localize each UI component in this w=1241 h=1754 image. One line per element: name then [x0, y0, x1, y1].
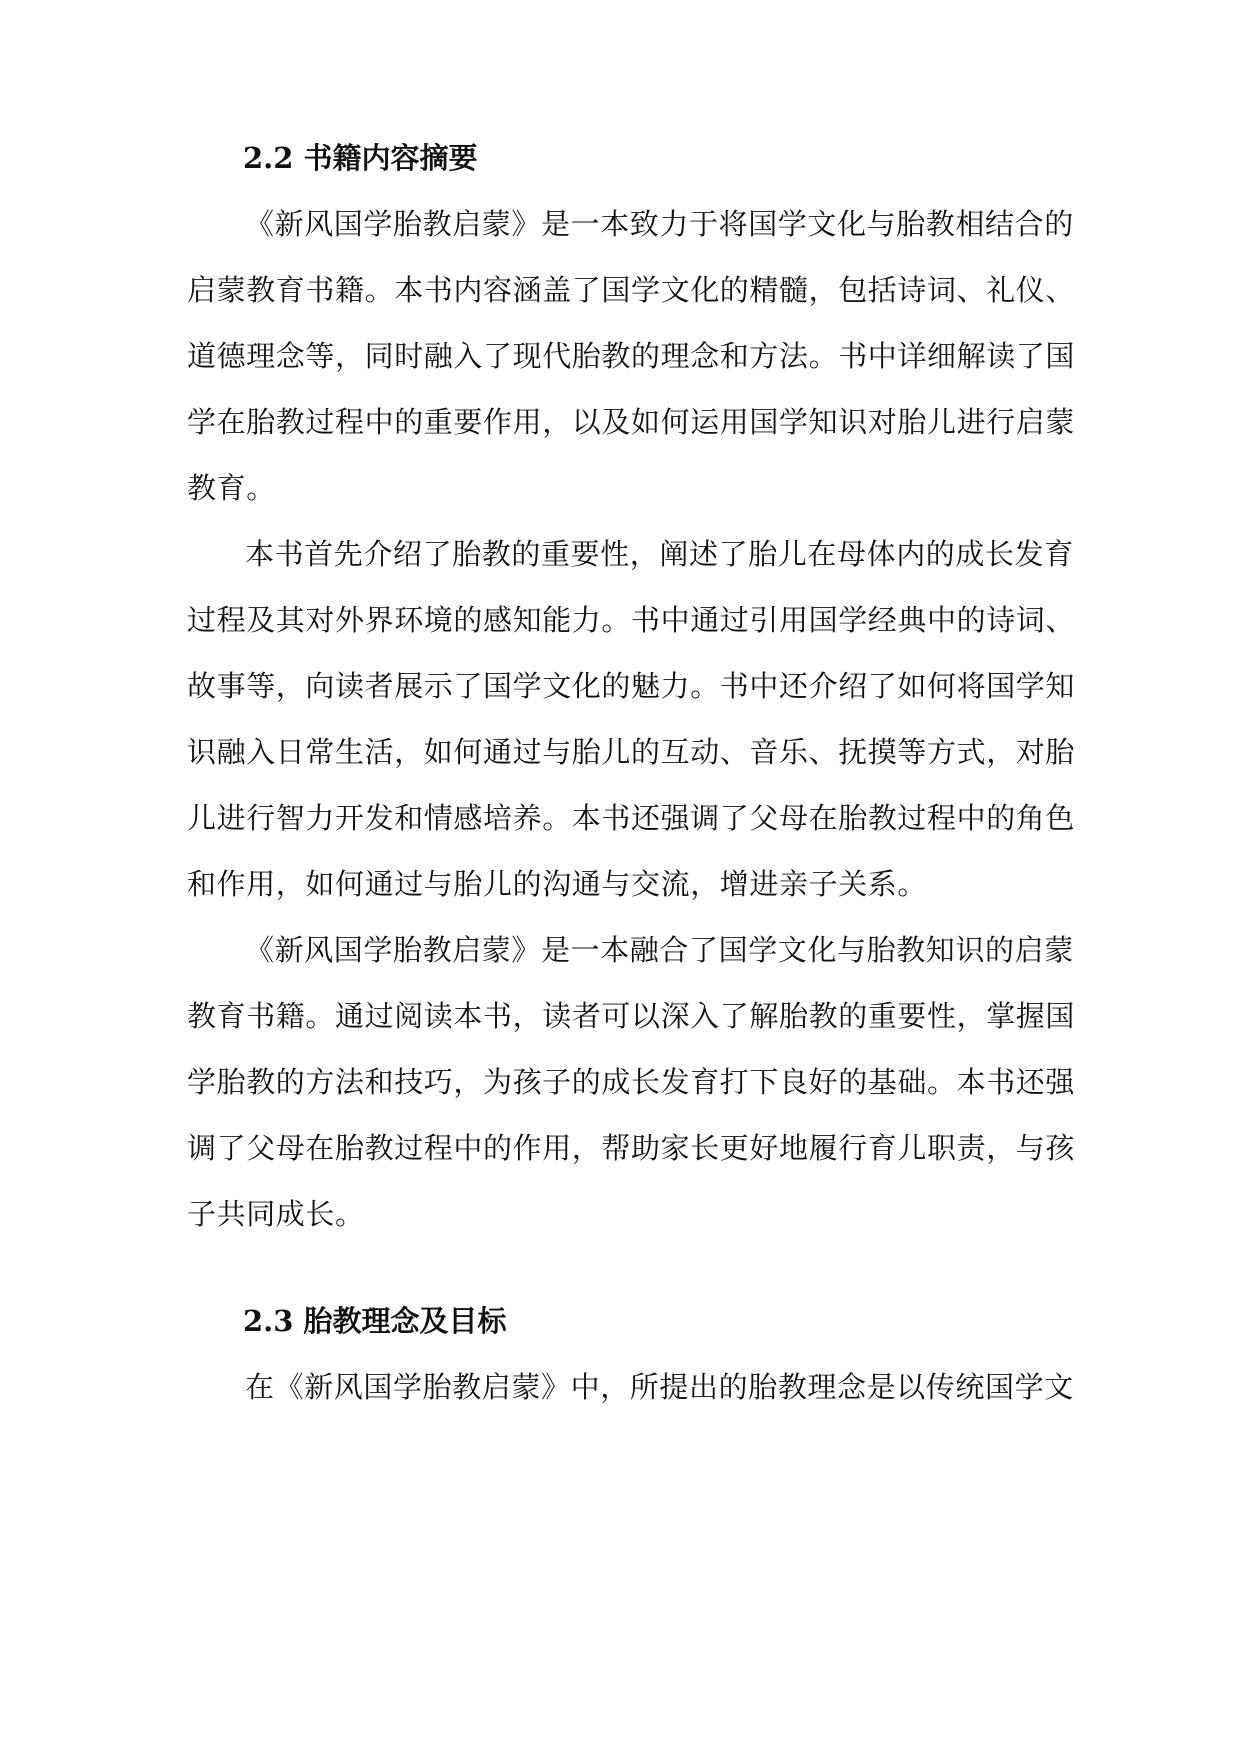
paragraph-line: 学胎教的方法和技巧，为孩子的成长发育打下良好的基础。本书还强 [187, 1065, 1076, 1099]
paragraph-line: 本书首先介绍了胎教的重要性，阐述了胎儿在母体内的成长发育 [245, 537, 1074, 571]
section-heading-2-3: 2.3 胎教理念及目标 [243, 1304, 507, 1338]
paragraph-line: 识融入日常生活，如何通过与胎儿的互动、音乐、抚摸等方式，对胎 [187, 735, 1076, 769]
paragraph-line: 启蒙教育书籍。本书内容涵盖了国学文化的精髓，包括诗词、礼仪、 [187, 273, 1076, 307]
paragraph-line: 调了父母在胎教过程中的作用，帮助家长更好地履行育儿职责，与孩 [187, 1131, 1076, 1165]
section-heading-2-2: 2.2 书籍内容摘要 [243, 141, 478, 175]
paragraph-line: 道德理念等，同时融入了现代胎教的理念和方法。书中详细解读了国 [187, 339, 1076, 373]
paragraph-line: 教育书籍。通过阅读本书，读者可以深入了解胎教的重要性，掌握国 [187, 999, 1076, 1033]
paragraph-line: 儿进行智力开发和情感培养。本书还强调了父母在胎教过程中的角色 [187, 801, 1076, 835]
paragraph-line: 过程及其对外界环境的感知能力。书中通过引用国学经典中的诗词、 [187, 603, 1076, 637]
paragraph-line: 教育。 [187, 471, 276, 505]
paragraph-line: 故事等，向读者展示了国学文化的魅力。书中还介绍了如何将国学知 [187, 669, 1076, 703]
paragraph-line: 子共同成长。 [187, 1197, 365, 1231]
paragraph-line: 和作用，如何通过与胎儿的沟通与交流，增进亲子关系。 [187, 867, 928, 901]
paragraph-line: 《新风国学胎教启蒙》是一本融合了国学文化与胎教知识的启蒙 [245, 933, 1074, 967]
paragraph-line: 《新风国学胎教启蒙》是一本致力于将国学文化与胎教相结合的 [245, 207, 1074, 241]
paragraph-line: 学在胎教过程中的重要作用，以及如何运用国学知识对胎儿进行启蒙 [187, 405, 1076, 439]
paragraph-line: 在《新风国学胎教启蒙》中，所提出的胎教理念是以传统国学文 [245, 1370, 1074, 1404]
